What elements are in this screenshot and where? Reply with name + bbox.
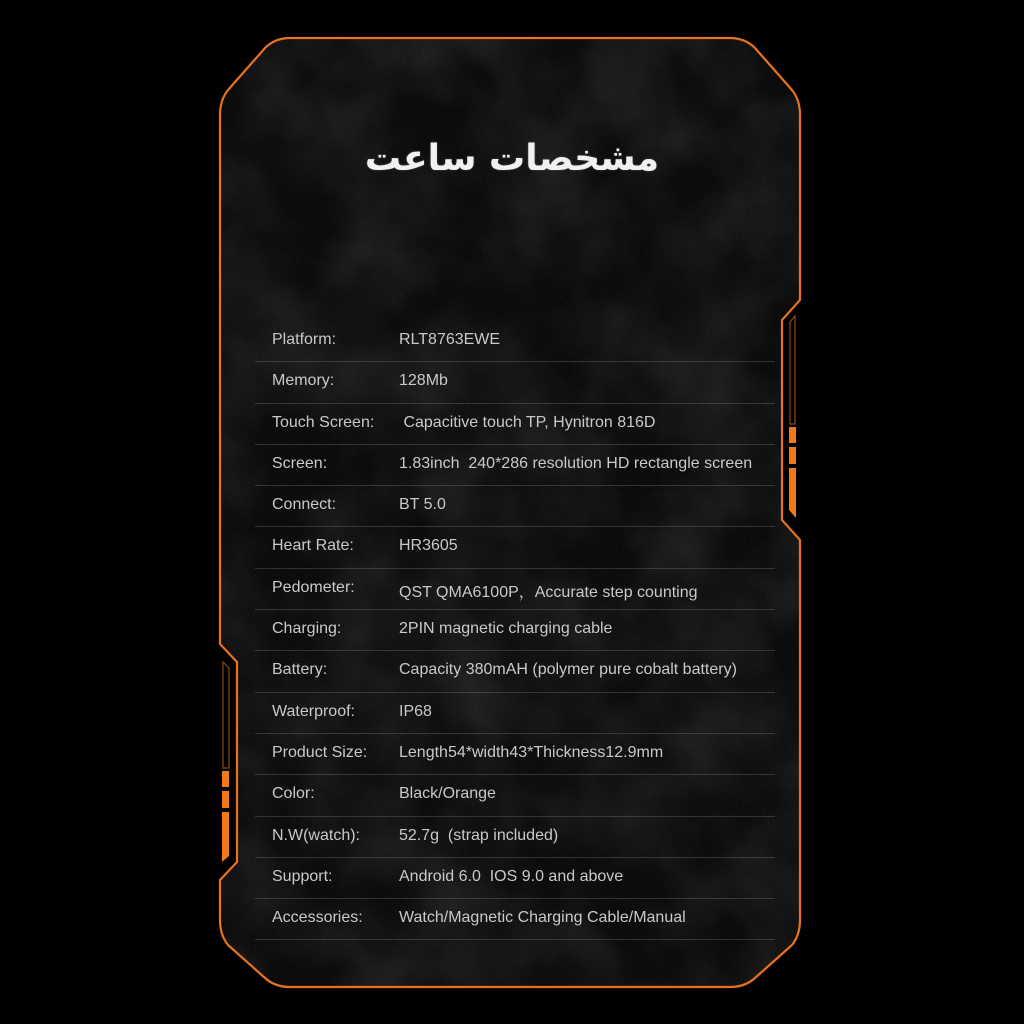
spec-row-screen bbox=[255, 445, 775, 486]
spec-value: 2PIN magnetic charging cable bbox=[399, 620, 613, 638]
spec-row-heart-rate bbox=[255, 527, 775, 568]
spec-value: Android 6.0 IOS 9.0 and above bbox=[399, 867, 624, 885]
spec-value: RLT8763EWE bbox=[399, 331, 501, 348]
spec-row-pedometer bbox=[255, 569, 775, 610]
spec-row-support bbox=[255, 858, 775, 899]
spec-label: Battery: bbox=[272, 661, 328, 679]
spec-row-product-size bbox=[255, 734, 775, 775]
spec-row-accessories bbox=[255, 899, 775, 940]
spec-row-battery bbox=[255, 651, 775, 692]
spec-row-waterproof bbox=[255, 693, 775, 734]
spec-label: Connect: bbox=[272, 496, 337, 514]
spec-row-touch-screen bbox=[255, 404, 775, 445]
spec-label: Heart Rate: bbox=[272, 537, 354, 555]
spec-row-charging bbox=[255, 610, 775, 651]
spec-label: Memory: bbox=[272, 372, 335, 390]
spec-table bbox=[255, 321, 775, 940]
spec-label: Waterproof: bbox=[272, 702, 355, 720]
right-side-indicator bbox=[789, 316, 796, 518]
spec-row-connect bbox=[255, 486, 775, 527]
spec-value: Watch/Magnetic Charging Cable/Manual bbox=[399, 909, 686, 927]
spec-label: Screen: bbox=[272, 454, 328, 472]
left-side-indicator bbox=[222, 662, 229, 862]
spec-row-net-weight bbox=[255, 817, 775, 858]
spec-row-memory bbox=[255, 362, 775, 403]
spec-label: Touch Screen: bbox=[272, 413, 375, 431]
spec-label: N.W(watch): bbox=[272, 826, 360, 844]
spec-value: Length54*width43*Thickness12.9mm bbox=[399, 743, 664, 761]
spec-label: Accessories: bbox=[272, 909, 363, 927]
spec-value: Black/Orange bbox=[399, 785, 496, 803]
spec-label: Color: bbox=[272, 785, 315, 803]
spec-value: Capacitive touch TP, Hynitron 816D bbox=[399, 413, 656, 431]
spec-row-platform bbox=[255, 321, 775, 362]
spec-value: Capacity 380mAH (polymer pure cobalt battery) bbox=[399, 661, 737, 679]
spec-label: Pedometer: bbox=[272, 578, 355, 596]
spec-row-color bbox=[255, 775, 775, 816]
spec-value: QST QMA6100P，Accurate step counting bbox=[399, 583, 698, 601]
spec-value: 52.7g (strap included) bbox=[399, 826, 559, 844]
spec-value: 128Mb bbox=[399, 372, 448, 390]
spec-label: Product Size: bbox=[272, 743, 368, 761]
spec-value: HR3605 bbox=[399, 537, 458, 555]
spec-label: Charging: bbox=[272, 620, 342, 638]
spec-value: BT 5.0 bbox=[399, 496, 446, 514]
spec-label: Support: bbox=[272, 867, 333, 885]
spec-value: IP68 bbox=[399, 702, 432, 720]
spec-label: Platform: bbox=[272, 331, 337, 348]
page-title: مشخصات ساعت bbox=[364, 138, 660, 179]
spec-value: 1.83inch 240*286 resolution HD rectangle screen bbox=[399, 454, 753, 472]
